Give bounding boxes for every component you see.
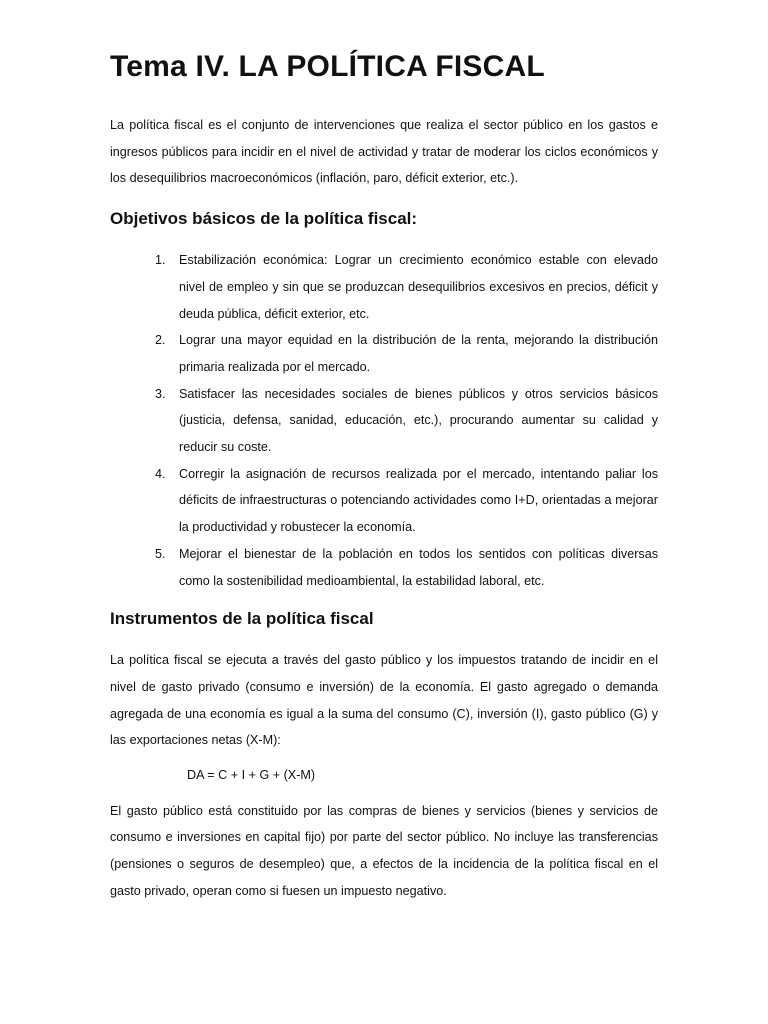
list-item-number: 2.	[155, 333, 166, 348]
page-title: Tema IV. LA POLÍTICA FISCAL	[110, 50, 545, 83]
intro-paragraph: La política fiscal es el conjunto de intervenciones que realiza el sector público en los gastos e ingresos públicos para incidir en el nivel de actividad y tratar de moderar los ciclos económicos y los desequilibrios macroeconómicos (inflación, paro, déficit exterior, etc.).	[110, 118, 658, 186]
list-item	[155, 461, 658, 541]
list-item-number: 1.	[155, 253, 166, 268]
instrumentos-paragraph: La política fiscal se ejecuta a través del gasto público y los impuestos tratando de incidir en el nivel de gasto privado (consumo e inversión) de la economía. El gasto agregado o demanda agregada de una economía es igual a la suma del consumo (C), inversión (I), gasto público (G) y las exportaciones netas (X-M):	[110, 653, 658, 748]
formula: DA = C + I + G + (X-M)	[187, 768, 316, 783]
list-item	[155, 541, 658, 594]
list-item	[155, 381, 658, 461]
list-item-text: Satisfacer las necesidades sociales de bienes públicos y otros servicios básicos (justicia, defensa, sanidad, educación, etc.), procurando aumentar su calidad y reducir su coste.	[179, 386, 658, 455]
list-item	[155, 247, 658, 327]
document-page	[110, 40, 658, 905]
gasto-publico-paragraph: El gasto público está constituido por las compras de bienes y servicios (bienes y servicios de consumo e inversiones en capital fijo) por parte del sector público. No incluye las transferencias (pensiones o seguros de desempleo) que, a efectos de la incidencia de la política fiscal en el gasto privado, operan como si fuesen un impuesto negativo.	[110, 803, 658, 898]
list-item-text: Estabilización económica: Lograr un crecimiento económico estable con elevado nivel de empleo y sin que se produzcan desequilibrios excesivos en precios, déficit y deuda pública, déficit exterior, etc.	[179, 253, 658, 321]
list-item	[155, 327, 658, 380]
list-item-text: Lograr una mayor equidad en la distribución de la renta, mejorando la distribución primaria realizada por el mercado.	[179, 333, 658, 374]
list-item-number: 5.	[155, 546, 166, 561]
list-item-number: 4.	[155, 466, 166, 481]
instrumentos-heading: Instrumentos de la política fiscal	[110, 609, 374, 629]
objetivos-heading: Objetivos básicos de la política fiscal:	[110, 209, 418, 229]
list-item-text: Corregir la asignación de recursos realizada por el mercado, intentando paliar los déficits de infraestructuras o potenciando actividades como I+D, orientadas a mejorar la productividad y robustecer la economía.	[179, 466, 658, 535]
objetivos-list	[110, 247, 658, 594]
list-item-number: 3.	[155, 386, 166, 401]
list-item-text: Mejorar el bienestar de la población en todos los sentidos con políticas diversas como la sostenibilidad medioambiental, la estabilidad laboral, etc.	[179, 546, 658, 588]
